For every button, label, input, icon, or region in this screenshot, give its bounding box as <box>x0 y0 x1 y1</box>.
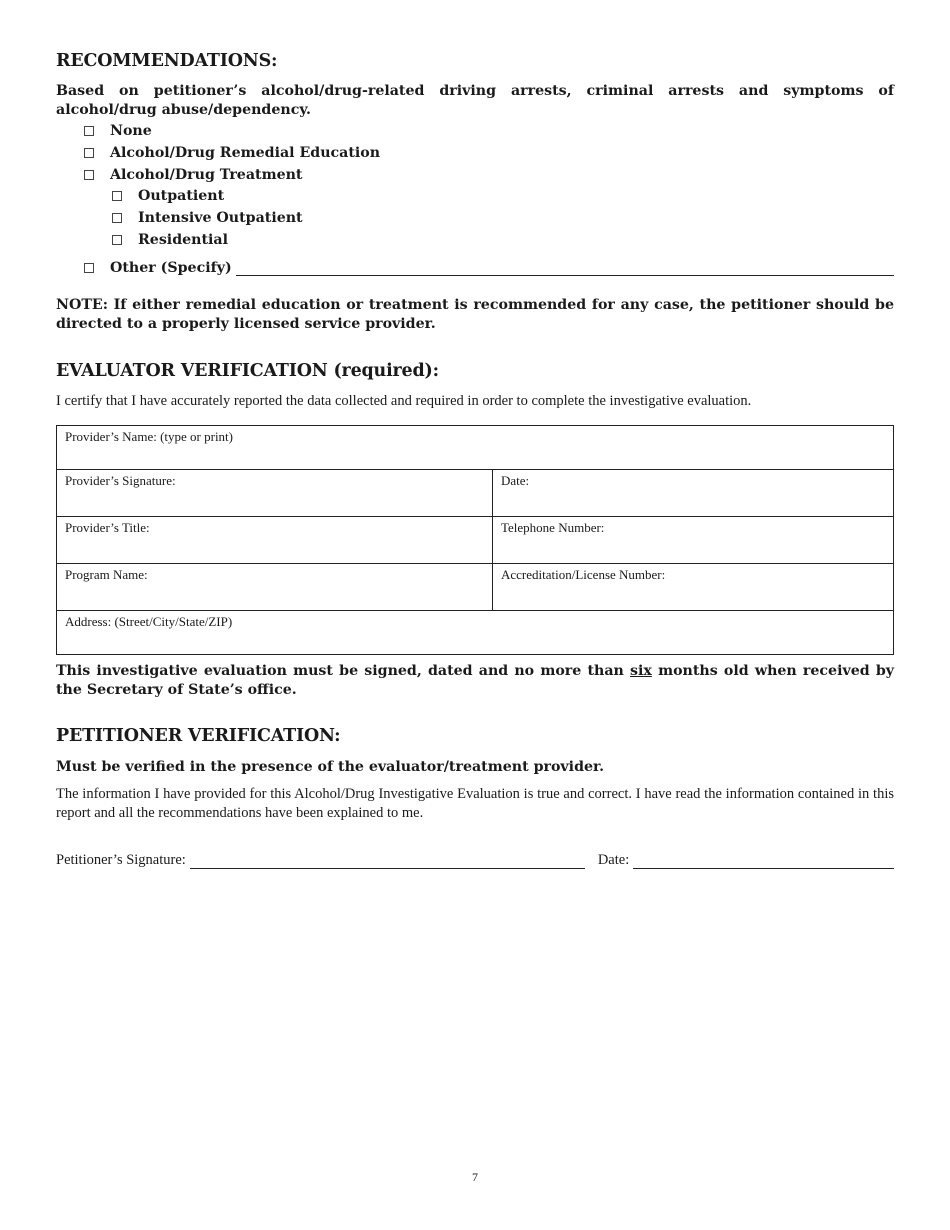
petitioner-verification-heading: PETITIONER VERIFICATION: <box>56 726 341 746</box>
option-remedial-education[interactable] <box>84 143 380 163</box>
checkbox-other[interactable] <box>84 263 94 273</box>
provider-signature-field[interactable] <box>57 470 493 517</box>
accreditation-label: Accreditation/License Number: <box>501 567 666 582</box>
page-number: 7 <box>472 1170 478 1184</box>
program-name-label: Program Name: <box>65 567 148 582</box>
option-treatment-label: Alcohol/Drug Treatment <box>110 167 303 183</box>
provider-info-table <box>56 425 894 655</box>
petitioner-signature-row <box>56 851 894 869</box>
option-remedial-label: Alcohol/Drug Remedial Education <box>110 145 381 161</box>
recommendations-heading: RECOMMENDATIONS: <box>56 51 278 71</box>
provider-name-label: Provider’s Name: (type or print) <box>65 429 233 444</box>
option-none-label: None <box>110 123 152 139</box>
evaluation-validity-warning <box>56 662 894 700</box>
option-residential-label: Residential <box>138 232 228 248</box>
accreditation-field[interactable] <box>493 564 894 611</box>
provider-title-field[interactable] <box>57 517 493 564</box>
option-other[interactable] <box>84 258 894 278</box>
petitioner-signature-label: Petitioner’s Signature: <box>56 852 186 868</box>
checkbox-intensive-outpatient[interactable] <box>112 213 122 223</box>
petitioner-statement: The information I have provided for this Alcohol/Drug Investigative Evaluation is true and correct. I have read the information contained in this report and all the recommendations have been explained to me. <box>56 786 894 821</box>
warning-text-end: months old when received by the Secretary of State’s office. <box>56 663 894 698</box>
checkbox-residential[interactable] <box>112 235 122 245</box>
program-name-field[interactable] <box>57 564 493 611</box>
provider-date-field[interactable] <box>493 470 894 517</box>
provider-name-field[interactable] <box>57 426 894 470</box>
form-page <box>56 0 894 1230</box>
warning-six-underlined: six <box>630 663 652 679</box>
petitioner-date-line[interactable] <box>633 851 894 869</box>
checkbox-none[interactable] <box>84 126 94 136</box>
option-intensive-outpatient[interactable] <box>112 208 303 228</box>
evaluator-certify-statement: I certify that I have accurately reported the data collected and required in order to complete the investigative evaluation. <box>56 393 752 409</box>
warning-text-start: This investigative evaluation must be signed, dated and no more than <box>56 663 631 679</box>
other-specify-line[interactable] <box>236 261 894 276</box>
option-intensive-label: Intensive Outpatient <box>138 210 303 226</box>
petitioner-date-label: Date: <box>597 852 630 868</box>
provider-signature-label: Provider’s Signature: <box>65 473 176 488</box>
checkbox-outpatient[interactable] <box>112 191 122 201</box>
option-residential[interactable] <box>112 230 228 250</box>
option-treatment[interactable] <box>84 165 302 185</box>
petitioner-must-verify: Must be verified in the presence of the evaluator/treatment provider. <box>56 759 605 775</box>
option-none[interactable] <box>84 121 152 141</box>
provider-date-label: Date: <box>501 473 530 488</box>
option-outpatient-label: Outpatient <box>138 188 225 204</box>
address-label: Address: (Street/City/State/ZIP) <box>65 614 233 629</box>
recommendations-intro: Based on petitioner’s alcohol/drug-related driving arrests, criminal arrests and symptoms of alcohol/drug abuse/dependency. <box>56 83 894 118</box>
recommendation-note: NOTE: If either remedial education or treatment is recommended for any case, the petitioner should be directed to a properly licensed service provider. <box>56 297 894 332</box>
telephone-label: Telephone Number: <box>501 520 605 535</box>
address-field[interactable] <box>57 611 894 655</box>
evaluator-verification-heading: EVALUATOR VERIFICATION (required): <box>56 361 439 381</box>
telephone-field[interactable] <box>493 517 894 564</box>
provider-title-label: Provider’s Title: <box>65 520 150 535</box>
checkbox-treatment[interactable] <box>84 170 94 180</box>
checkbox-remedial-education[interactable] <box>84 148 94 158</box>
petitioner-signature-line[interactable] <box>190 851 585 869</box>
option-other-label: Other (Specify) <box>110 260 232 276</box>
option-outpatient[interactable] <box>112 186 224 206</box>
